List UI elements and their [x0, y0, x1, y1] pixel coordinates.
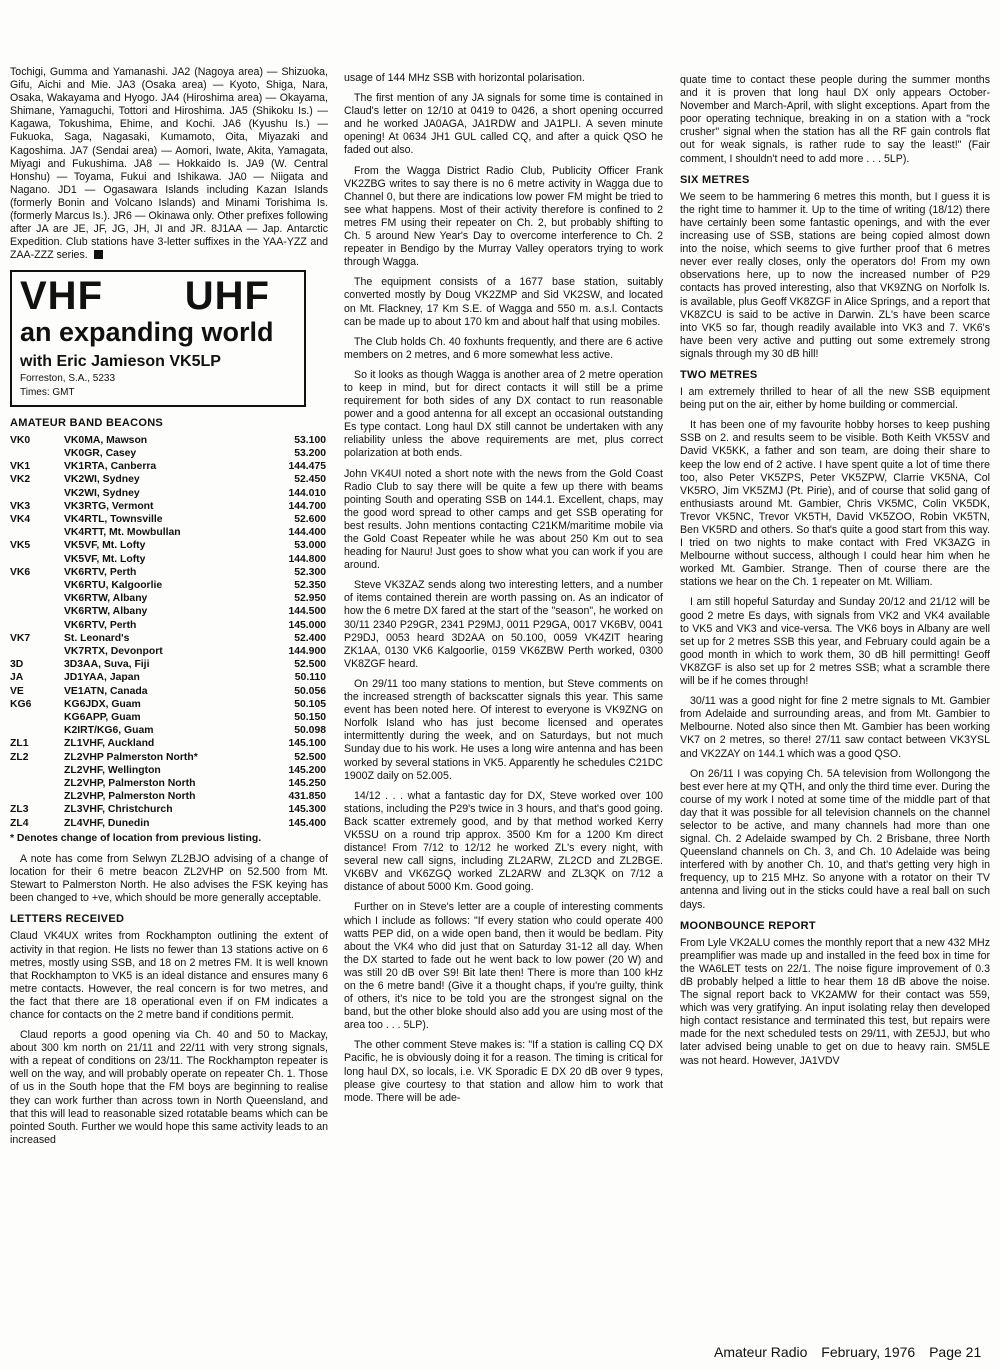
beacon-frequency: 145.250: [288, 778, 326, 790]
column-right: [680, 74, 990, 1075]
beacon-row: [10, 777, 326, 790]
beacon-frequency: 145.400: [288, 817, 326, 829]
beacon-row: [10, 803, 326, 816]
beacon-station: KG6APP, Guam: [64, 712, 141, 724]
beacon-row: [10, 513, 326, 526]
beacons-footnote: * Denotes change of location from previous listing.: [10, 832, 262, 844]
beacon-prefix: VK3: [10, 500, 31, 512]
beacon-frequency: 50.098: [294, 725, 326, 737]
article-paragraph: A note has come from Selwyn ZL2BJO advising of a change of location for their 6 metre beacon ZL2VHP on 52.500 from Mt. Stewart to Palmerston North. He also advises the FSK keying has been changed to +ve, which should be more generally acceptable.: [10, 852, 328, 905]
two-metres-heading: TWO METRES: [680, 368, 758, 381]
beacon-row: [10, 605, 326, 618]
beacon-prefix: VK1: [10, 461, 31, 473]
beacon-frequency: 50.056: [294, 685, 326, 697]
beacon-prefix: VE: [10, 685, 24, 697]
article-paragraph: 30/11 was a good night for fine 2 metre signals to Mt. Gambier from Adelaide and surrounding areas, and from Mt. Gambier to Melbourne. Noted also since then Mt. Gambier has been working VK7 on 2 metres, so there! 27/11 saw contact between VK3YSL and VK2ZAY on 144.1 which was a good QSO.: [680, 695, 990, 760]
beacon-prefix: VK2: [10, 474, 31, 486]
beacon-row: [10, 724, 326, 737]
article-paragraph: The other comment Steve makes is: "If a station is calling CQ DX Pacific, he is obviously doing it for a reason. The timing is critical for long haul DX, so locals, i.e. VK Sporadic E DX 20 dB over 9 types, please give courtesy to that station and allow him to work that mode. There will be ade-: [344, 1039, 663, 1104]
beacon-station: VK0MA, Mawson: [64, 434, 148, 446]
beacon-prefix: VK7: [10, 632, 31, 644]
article-paragraph: I am still hopeful Saturday and Sunday 20/12 and 21/12 will be good 2 metre Es days, with signals from VK2 and VK4 available to VK5 and VK3 and vice-versa. The VK6 boys in Albany are well set up for 2 metres SSB this year, and February could again be a good month in which to work them, 30 dB hill permitting! Geoff VK8ZGF is also set up for 2 metres SSB; what a scramble there will be if he comes through!: [680, 596, 990, 688]
six-metres-heading: SIX METRES: [680, 173, 750, 186]
article-paragraph: From Lyle VK2ALU comes the monthly report that a new 432 MHz preamplifier was made up and installed in the feed box in time for the WA6LET tests on 22/1. The noise figure improvement of 0.3 dB probably helped a little to hear them 18 dB above the noise. The signal report back to VK2AMW for their contact was 559, which was very gratifying. An input isolating relay then developed high contact resistance and terminated this test, but repairs were made for the next scheduled tests on 29/11, with ZE5JJ, but who later advised being unable to get on due to heavy rain. SM5LE was not heard. However, JA1VDV: [680, 936, 990, 1067]
beacon-frequency: 53.100: [294, 434, 326, 446]
column-title: [20, 274, 270, 319]
beacon-frequency: 144.700: [288, 500, 326, 512]
beacon-row: [10, 553, 326, 566]
beacon-station: VE1ATN, Canada: [64, 685, 148, 697]
article-paragraph: Steve VK3ZAZ sends along two interesting letters, and a number of items contained therein are worth passing on. As an indicator of how the 6 metre DX fared at the start of the "season", he worked on 30/11 2340 P29GR, 2341 P29MJ, 0011 P29GA, 0017 VK6BV, 0041 P29DJ, 0053 heard 3D2AA on 50.100, 0059 VK4ZIT hearing ZK1AA, 0130 VK6 Kalgoorlie, 0159 VK6ZBW Perth worked, 0300 VK8ZGF heard.: [344, 579, 663, 670]
beacon-prefix: ZL4: [10, 817, 29, 829]
column-middle: [344, 72, 663, 1112]
beacon-prefix: [10, 764, 64, 777]
beacon-row: [10, 500, 326, 513]
beacon-frequency: 144.010: [288, 487, 326, 499]
beacon-station: ZL2VHP, Palmerston North: [64, 791, 196, 803]
article-paragraph: On 29/11 too many stations to mention, but Steve comments on the increased strength of backscatter signals this year. This same event has been noted here. Of interest to everyone is VK9ZNG on Norfolk Island who has just become licensed and operates intermittently during the week, and on Saturdays, but not much Sunday due to his work. He uses a long wire antenna and has been worked by several stations in VK5. Apparently he schedules C21DC 1900Z daily on 52.005.: [344, 677, 663, 782]
beacon-station: VK6RTV, Perth: [64, 619, 137, 631]
article-paragraph: John VK4UI noted a short note with the news from the Gold Coast Radio Club to say there will be quite a few up there with beams pointing South and operating SSB on 144.1. Excellent, chaps, may the good word spread to other camps and get SSB operating for best results. John mentions contacting C21KM/maritime mobile via the Gold Coast Repeater while he was about 250 Km out to sea heading for Nauru! Just goes to show what you can work if you are around.: [344, 467, 663, 572]
beacon-station: ZL1VHF, Auckland: [64, 738, 155, 750]
beacon-frequency: 144.475: [288, 461, 326, 473]
beacon-prefix: VK6: [10, 566, 31, 578]
beacon-row: [10, 685, 326, 698]
beacon-frequency: 144.400: [288, 527, 326, 539]
beacon-frequency: 52.950: [294, 593, 326, 605]
beacon-prefix: [10, 487, 64, 500]
beacon-frequency: 52.400: [294, 632, 326, 644]
article-paragraph: Claud reports a good opening via Ch. 40 and 50 to Mackay, about 300 km north on 21/11 and 22/11 with very strong signals, with a repeat of conditions on 23/11. The Rockhampton repeater is well on the way, and will probably operate on repeater Ch. 1. Those of us in the South hope that the FM boys are beginning to realise they can work further than across town in North Queensland, and that this will lead to reasonable sized rotatable beams which can be pointed South. Further we would hope this same activity leads to an increased: [10, 1029, 328, 1146]
article-paragraph: I am extremely thrilled to hear of all the new SSB equipment being put on the air, either by home building or commercial.: [680, 386, 990, 412]
article-paragraph: The Club holds Ch. 40 foxhunts frequently, and there are 6 active members on 2 metres, and 6 more somewhat less active.: [344, 335, 663, 361]
beacon-station: KG6JDX, Guam: [64, 698, 141, 710]
beacon-station: ZL2VHF, Wellington: [64, 764, 161, 776]
beacon-station: JD1YAA, Japan: [64, 672, 140, 684]
beacon-frequency: 52.450: [294, 474, 326, 486]
article-paragraph: The first mention of any JA signals for some time is contained in Claud's letter on 12/10 at 0419 to 0426, a short opening occurred and he worked JA0AGA, JA1RDW and JA1PLI. A seven minute opening! At 0634 JH1 GUL called CQ, and after a quick QSO he faded out also.: [344, 92, 663, 157]
end-of-item-mark: [94, 250, 103, 259]
beacon-row: [10, 434, 326, 447]
beacon-prefix: [10, 447, 64, 460]
article-paragraph: From the Wagga District Radio Club, Publicity Officer Frank VK2ZBG writes to say there is no 6 metre activity in Wagga due to Channel 0, but there are indications low power FM might be tried to see what happens. Most of their activity therefore is confined to 2 metres FM using their repeater on Ch. 2, but probably shifting to Ch. 5 around New Year's Day to overcome interference to Ch. 2 repeater in Bendigo by the Murray Valley operators trying to work through Wagga.: [344, 164, 663, 269]
beacon-row: [10, 566, 326, 579]
beacon-frequency: 52.500: [294, 659, 326, 671]
beacon-frequency: 144.500: [288, 606, 326, 618]
beacon-frequency: 53.000: [294, 540, 326, 552]
beacon-row: [10, 592, 326, 605]
article-paragraph: usage of 144 MHz SSB with horizontal polarisation.: [344, 72, 585, 84]
beacons-heading: AMATEUR BAND BEACONS: [10, 416, 164, 429]
beacon-prefix: VK4: [10, 514, 31, 525]
beacon-row: [10, 487, 326, 500]
beacon-prefix: ZL3: [10, 804, 29, 816]
article-paragraph: Claud VK4UX writes from Rockhampton outlining the extent of activity in that region. He lists no fewer than 13 stations active on 6 metres, mostly using SSB, and 18 on 2 metres FM. It is well known that Rockhampton to VK5 is an ideal distance and ensures many 6 metre contacts. However, the real concern is for two metres, and the fact that there are 18 operational even if on FM indicates a chance for contacts on the 2 metre band if conditions permit.: [10, 930, 328, 1021]
article-paragraph: On 26/11 I was copying Ch. 5A television from Wollongong the best ever here at my QTH, and only the third time ever. During the course of my work I noted at some time of the middle part of that day that it was possible for all television channels on the channel selector to be active, and many channels had more than one signal. Ch. 2 Adelaide swamped by Ch. 2 Brisbane, three North Queensland channels on Ch. 3, and Ch. 10 Adelaide was being interfered with by another Ch. 10, and that's getting very high in frequency, up to 215 MHz. So anyone with a rotator on their TV antenna and living out in the sticks could have a real ball on such days.: [680, 767, 990, 911]
article-paragraph: 14/12 . . . what a fantastic day for DX, Steve worked over 100 stations, including the P29's twice in 3 hours, and that's good going. Back scatter extremely good, and by that method worked Kerry VK5SU on a round trip approx. 3500 Km for a 1200 Km direct distance! From 7/12 to 12/12 he worked ZL's every night, with several new call signs, including ZL2ARW, ZL2CD and ZL2BGE. VK6BV and VK6ZGQ worked ZL2ARW and ZL3QK on 7/12 a distance of about 5000 Km. Good going.: [344, 789, 663, 894]
beacon-row: [10, 632, 326, 645]
article-paragraph: We seem to be hammering 6 metres this month, but I guess it is the right time to hammer it. Up to the time of writing (18/12) there have certainly been some fantastic openings, and with the ever increasing use of SSB, stations are being copied almost down into the noise, which seems to give further proof that 6 metres never ever really closes, only the operators do! From my own observations here, up to now the increased number of P29 contacts has proved interesting, also that VK9ZNG on Norfolk Is. is available, plus Geoff VK8ZGF in Alice Springs, and a report that VK8ZCU is said to be active in Darwin. ZL's have been scarce into VK5 so far, though readily available into VK3 and 7. VK6's have been very active and putting out some extremely strong signals through my 30 dB hill!: [680, 190, 990, 360]
column-title-box: [10, 270, 306, 406]
beacon-row: [10, 671, 326, 684]
times-note: Times: GMT: [20, 386, 75, 398]
beacon-station: VK4RTT, Mt. Mowbullan: [64, 527, 181, 539]
beacon-row: [10, 658, 326, 671]
beacon-frequency: 52.300: [294, 566, 326, 578]
issue-date: February, 1976: [821, 1344, 916, 1360]
beacon-prefix: VK5: [10, 540, 31, 552]
beacon-station: St. Leonard's: [64, 632, 130, 644]
beacon-station: VK6RTW, Albany: [64, 606, 148, 618]
beacon-station: VK1RTA, Canberra: [64, 461, 157, 473]
beacon-frequency: 145.000: [288, 619, 326, 631]
beacon-station: VK6RTV, Perth: [64, 566, 137, 578]
page-footer: [714, 1344, 991, 1360]
beacon-row: [10, 751, 326, 764]
beacon-row: [10, 579, 326, 592]
beacon-frequency: 144.900: [288, 646, 326, 658]
beacon-frequency: 431.850: [288, 791, 326, 803]
article-paragraph: Further on in Steve's letter are a couple of interesting comments which I include as follows: "If every station who could operate 400 watts PEP did, on a wide open band, then it would be bedlam. Pity about the VK4 who did just that on Saturday 31-12 all day. When the DX started to fade out he went back to low power (20 W) and was still 20 dB over S9! Bit late then! There is more than 100 kHz on the 6 metre band! (Give it a thought chaps, if you're guilty, think of others, it's nice to be told you are the strongest signal on the band, but the other bloke should also add you are using most of the area too . . . 5LP).: [344, 901, 663, 1032]
magazine-name: Amateur Radio: [714, 1344, 808, 1360]
beacon-frequency: 52.350: [294, 580, 326, 592]
beacon-row: [10, 447, 326, 460]
beacon-row: [10, 711, 326, 724]
beacon-frequency: 53.200: [294, 447, 326, 459]
beacon-prefix: ZL2: [10, 751, 29, 763]
beacon-row: [10, 460, 326, 473]
beacon-prefix: [10, 777, 64, 790]
beacon-station: ZL4VHF, Dunedin: [64, 817, 150, 829]
beacon-row: [10, 539, 326, 552]
beacon-prefix: [10, 619, 64, 632]
letters-heading: LETTERS RECEIVED: [10, 913, 125, 926]
beacon-row: [10, 473, 326, 486]
beacon-frequency: 50.150: [294, 712, 326, 724]
beacon-station: VK2WI, Sydney: [64, 474, 140, 486]
title-word-vhf: VHF: [20, 274, 103, 319]
beacon-station: ZL3VHF, Christchurch: [64, 804, 173, 816]
beacon-frequency: 145.100: [288, 738, 326, 750]
beacon-station: VK5VF, Mt. Lofty: [64, 540, 146, 552]
beacon-prefix: 3D: [10, 659, 24, 671]
title-word-uhf: UHF: [184, 274, 270, 319]
beacon-frequency: 144.800: [288, 553, 326, 565]
beacon-frequency: 52.500: [294, 751, 326, 763]
article-paragraph: The equipment consists of a 1677 base station, suitably converted mostly by Doug VK2ZMP and Sid VK2SW, and located on Mt. Flackney, 17 Km S.E. of Wagga and 550 m. a.s.l. Contacts can be made up to about 170 km and about half that using mobiles.: [344, 276, 663, 328]
beacons-table: [10, 434, 326, 830]
beacon-row: [10, 645, 326, 658]
page-number: Page 21: [929, 1344, 982, 1360]
beacon-prefix: [10, 724, 64, 737]
ja-prefix-paragraph: Tochigi, Gumma and Yamanashi. JA2 (Nagoya area) — Shizuoka, Gifu, Aichi and Mie. JA3 (Osaka area) — Kyoto, Shiga, Nara, Osaka, Wakayama and Hyogo. JA4 (Hiroshima area) — Okayama, Shimane, Yamaguchi, Tottori and Hiroshima. JA5 (Shikoku Is.) — Kagawa, Tokushima, Ehime, and Kochi. JA6 (Kyushu Is.) — Fukuoka, Saga, Nagasaki, Kumamoto, Oita, Miyazaki and Kagoshima. JA7 (Sendai area) — Aomori, Iwate, Akita, Yamagata, Miyagi and Fukushima. JA8 — Hokkaido Is. JA9 (W. Central Honshu) — Toyama, Fukui and Ishikawa. JA0 — Niigata and Nagano. JD1 — Ogasawara Islands including Kazan Islands (formerly Bonin and Volcano Islands) and Minami Torishima Is. (formerly Marcus Is.). JR6 — Okinawa only. Other prefixes following after JA are JE, JF, JG, JH, JI and JR. 8J1AA — Jap. Antarctic Expedition. Club stations have 3-letter suffixes in the YAA-YZZ and ZAA-ZZZ series.: [10, 66, 328, 262]
beacon-prefix: JA: [10, 672, 24, 684]
article-paragraph: So it looks as though Wagga is another area of 2 metre operation to keep in mind, but for direct contacts it will still be a prime requirement for both sides of any DX contact to run reasonable power and a good antenna for all except an occasional outstanding Es type contact. Long haul DX still cannot be undertaken with any reliability unless the above requirements are met, plus correct polarization at both ends.: [344, 368, 663, 460]
beacon-row: [10, 698, 326, 711]
beacon-station: VK3RTG, Vermont: [64, 500, 154, 512]
column-subtitle: an expanding world: [20, 317, 274, 348]
beacon-station: VK4RTL, Townsville: [64, 514, 163, 525]
beacon-station: VK6RTU, Kalgoorlie: [64, 580, 163, 592]
column-left: [10, 66, 328, 1154]
beacon-row: [10, 737, 326, 750]
beacon-station: VK0GR, Casey: [64, 447, 137, 459]
beacon-frequency: 145.200: [288, 764, 326, 776]
article-paragraph: quate time to contact these people during the summer months and it is proven that long haul DX only appears October-November and March-April, with slight exceptions. Apart from the poor operating technique, breaking in on a station with a "rock crusher" signal when the station has all the RF gain controls flat out for weak signals, is rather rude to say the least!" (Fair comment, I shouldn't need to add more . . . 5LP).: [680, 74, 990, 165]
beacon-row: [10, 619, 326, 632]
article-paragraph: It has been one of my favourite hobby horses to keep pushing SSB on 2. and results seem to be visible. Both Keith VK5SV and David VK5KK, a father and son team, are doing their share to keep the low end of 2 active. I have spent quite a lot of time there too, also Peter VK5ZPS, Peter VK5ZPW, Clarrie VK5NA, Col VK5RO, Jim VK5ZMJ (Pt. Pirie), and of course that solid gang of enthusiasts around Mt. Gambier, Chris VK5MC, Colin VK5DK, Trevor VK5NC, Trevor VK5TH, David VK5ZOO, Robin VK5TN, Ben VK5RD and others. So that's quite a good start from this way. I tried on two nights to make contact with Fred VK3AZG in Melbourne without success, although I could hear him when he worked Mt. Gambier. Strange. Then of course there are the stations we hear on the Ch. 1 repeater on Mt. William.: [680, 419, 990, 589]
beacon-station: ZL2VHP Palmerston North*: [64, 751, 198, 763]
beacon-frequency: 145.300: [288, 804, 326, 816]
beacon-station: 3D3AA, Suva, Fiji: [64, 659, 150, 671]
beacon-prefix: ZL1: [10, 738, 29, 750]
beacon-row: [10, 526, 326, 539]
beacon-station: ZL2VHP, Palmerston North: [64, 778, 196, 790]
beacon-station: VK6RTW, Albany: [64, 593, 148, 605]
beacon-row: [10, 764, 326, 777]
beacon-prefix: KG6: [10, 698, 32, 710]
beacon-prefix: [10, 790, 64, 803]
beacon-station: VK2WI, Sydney: [64, 487, 140, 499]
beacon-frequency: 50.110: [294, 672, 326, 684]
beacon-station: VK5VF, Mt. Lofty: [64, 553, 146, 565]
beacon-prefix: [10, 605, 64, 618]
beacon-frequency: 50.105: [294, 698, 326, 710]
beacon-station: VK7RTX, Devonport: [64, 646, 163, 658]
beacon-prefix: [10, 645, 64, 658]
beacon-prefix: [10, 711, 64, 724]
moonbounce-heading: MOONBOUNCE REPORT: [680, 919, 816, 932]
beacon-prefix: [10, 526, 64, 539]
author-byline: with Eric Jamieson VK5LP: [20, 353, 221, 371]
beacon-prefix: [10, 592, 64, 605]
author-address: Forreston, S.A., 5233: [20, 372, 116, 384]
beacon-frequency: 52.600: [294, 514, 326, 525]
beacon-row: [10, 790, 326, 803]
beacon-row: [10, 817, 326, 830]
beacon-prefix: [10, 579, 64, 592]
beacon-station: K2IRT/KG6, Guam: [64, 725, 154, 737]
beacon-prefix: VK0: [10, 434, 31, 446]
beacon-prefix: [10, 553, 64, 566]
